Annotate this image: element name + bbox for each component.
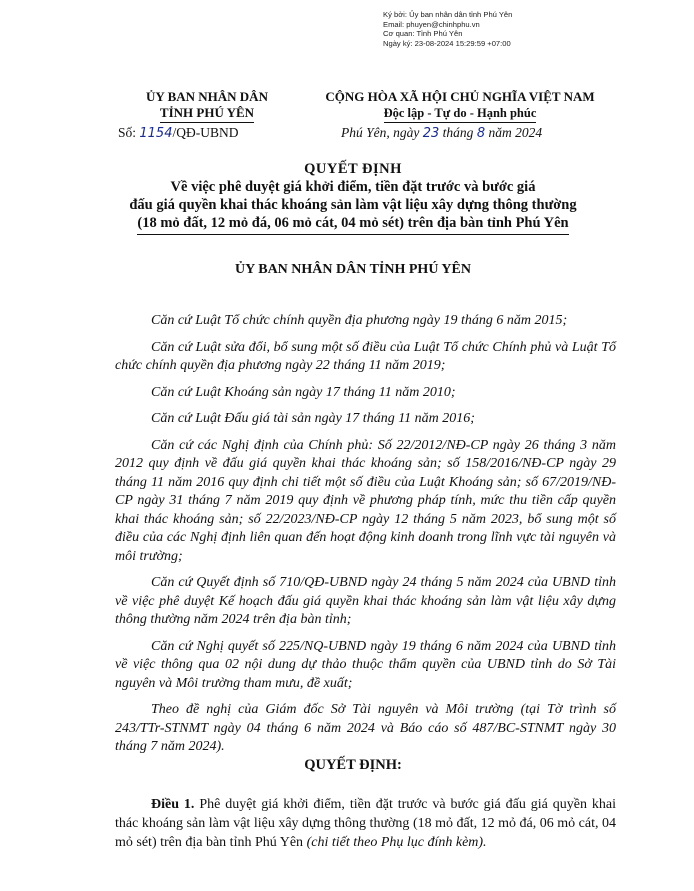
so-number-handwritten: 1154: [139, 126, 173, 141]
title-line3: (18 mỏ đất, 12 mỏ đá, 06 mỏ cát, 04 mỏ sét) trên địa bàn tỉnh Phú Yên: [137, 214, 568, 235]
date-year: năm 2024: [488, 125, 543, 140]
document-title: [90, 160, 616, 235]
issuing-authority: [112, 89, 302, 123]
preamble-item: Căn cứ Luật Tổ chức chính quyền địa phương ngày 19 tháng 6 năm 2015;: [151, 313, 568, 328]
signature-signer: Ký bởi: Ủy ban nhân dân tỉnh Phú Yên: [383, 10, 513, 19]
authority-line1: ỦY BAN NHÂN DÂN: [146, 89, 268, 104]
preamble-item: Căn cứ Quyết định số 710/QĐ-UBND ngày 24 tháng 5 năm 2024 của UBND tỉnh về việc phê duyệt Kế hoạch đấu giá quyền khai thác khoáng sản làm vật liệu xây dựng thông thường năm 2024 trên địa bàn tỉnh;: [115, 575, 616, 627]
signature-agency: Cơ quan: Tỉnh Phú Yên: [383, 29, 463, 39]
title-head: QUYẾT ĐỊNH: [304, 161, 402, 177]
preamble-item: Căn cứ Luật sửa đổi, bổ sung một số điều của Luật Tổ chức Chính phủ và Luật Tổ chức chính quyền địa phương ngày 22 tháng 11 năm 2019;: [115, 339, 616, 373]
article-1-note: (chi tiết theo Phụ lục đính kèm).: [306, 835, 487, 850]
date-prefix: Phú Yên, ngày: [341, 125, 420, 140]
so-suffix: /QĐ-UBND: [172, 125, 239, 140]
article-1-label: Điều 1.: [151, 797, 195, 812]
title-line2: đấu giá quyền khai thác khoáng sản làm vật liệu xây dựng thông thường: [129, 197, 577, 213]
country-name: CỘNG HÒA XÃ HỘI CHỦ NGHĨA VIỆT NAM: [325, 89, 595, 104]
preamble-item: Căn cứ Luật Khoáng sản ngày 17 tháng 11 năm 2010;: [151, 384, 456, 400]
decision-heading: QUYẾT ĐỊNH:: [304, 757, 402, 773]
date-month-label: tháng: [442, 125, 474, 140]
document-number: [118, 125, 238, 141]
digital-signature-block: [383, 10, 512, 48]
date-month-handwritten: 8: [476, 126, 486, 141]
national-motto: Độc lập - Tự do - Hạnh phúc: [384, 105, 537, 123]
date-day-handwritten: 23: [422, 126, 440, 141]
signature-email: Email: phuyen@chinhphu.vn: [383, 19, 480, 29]
signature-date: Ngày ký: 23-08-2024 15:29:59 +07:00: [383, 38, 511, 48]
preamble-item: Theo đề nghị của Giám đốc Sở Tài nguyên và Môi trường (tại Tờ trình số 243/TTr-STNMT ngày 04 tháng 6 năm 2024 và Báo cáo số 487/BC-STNMT ngày 30 tháng 7 năm 2024).: [115, 702, 616, 754]
preamble-item: Căn cứ các Nghị định của Chính phủ: Số 22/2012/NĐ-CP ngày 26 tháng 3 năm 2012 quy định về đấu giá quyền khai thác khoáng sản; số 158/2016/NĐ-CP ngày 29 tháng 11 năm 2016 quy định chi tiết một số điều của Luật Khoáng sản; số 67/2019/NĐ-CP ngày 31 tháng 7 năm 2019 quy định về phương pháp tính, mức thu tiền cấp quyền khai thác khoáng sản; số 22/2023/NĐ-CP ngày 12 tháng 5 năm 2023, bổ sung một số điều của các Nghị định liên quan đến hoạt động kinh doanh trong lĩnh vực tài nguyên và môi trường;: [115, 437, 616, 564]
article-1: [115, 795, 616, 852]
preamble-item: Căn cứ Nghị quyết số 225/NQ-UBND ngày 19 tháng 6 năm 2024 của UBND tỉnh về việc thông qua 02 nội dung dự thảo thuộc thẩm quyền của UBND tỉnh do Sở Tài nguyên và Môi trường tham mưu, đề xuất;: [115, 638, 616, 691]
so-prefix: Số:: [118, 125, 137, 140]
title-line1: Về việc phê duyệt giá khởi điểm, tiền đặt trước và bước giá: [170, 179, 536, 195]
authority-heading: ỦY BAN NHÂN DÂN TỈNH PHÚ YÊN: [235, 262, 471, 277]
issue-date: [341, 125, 542, 141]
preamble-item: Căn cứ Luật Đấu giá tài sản ngày 17 tháng 11 năm 2016;: [151, 411, 475, 426]
national-header: [300, 89, 620, 123]
article-1-text: Phê duyệt giá khởi điểm, tiền đặt trước và bước giá đấu giá quyền khai thác khoáng sản làm vật liệu xây dựng thông thường (18 mỏ đất, 12 mỏ đá, 06 mỏ cát, 04 mỏ sét) trên địa bàn tỉnh Phú Yên: [115, 797, 616, 850]
authority-line2: TỈNH PHÚ YÊN: [160, 105, 254, 123]
preamble: [115, 312, 616, 765]
